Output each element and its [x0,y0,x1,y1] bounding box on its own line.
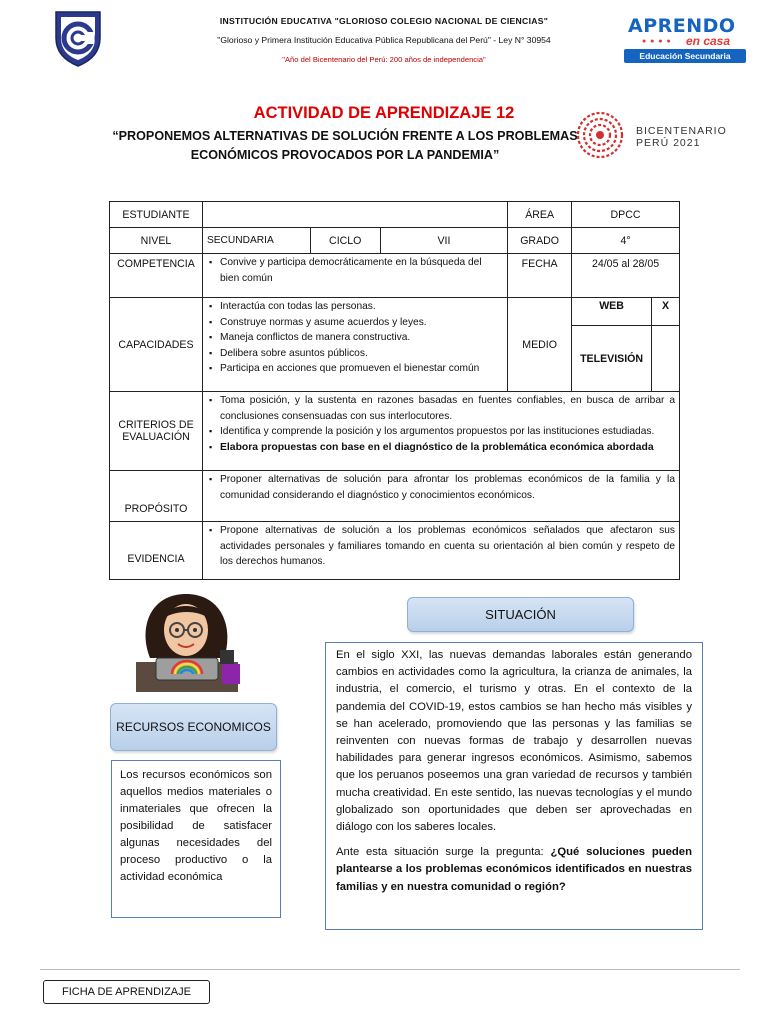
competencia-label: COMPETENCIA [110,254,203,298]
capacidad-item: ▪ Participa en acciones que promueven el bienestar común [220,361,503,377]
aprendo-wordmark: APRENDO [628,15,736,37]
proposito-cell [202,471,679,522]
activity-subtitle: “PROPONEMOS ALTERNATIVAS DE SOLUCIÓN FRENTE A LOS PROBLEMAS ECONÓMICOS PROVOCADOS POR LA PANDEMIA” [112,129,578,162]
question-text: ¿Qué soluciones pueden plantearse a los problemas económicos identificados en nuestras familias y en nuestra comunidad o región? [336,846,692,893]
situacion-header: SITUACIÓN [407,597,634,632]
institution-slogan: "Glorioso y Primera Institución Educativa Pública Republicana del Perú" - Ley N° 30954 [217,35,551,45]
evidencia-item: ▪ Propone alternativas de solución a los problemas económicos señalados que afectaron sus actividades personales y familiares tomando en cuenta su orientación al bien común y respeto de los derechos humanos. [220,523,675,570]
grado-label: GRADO [508,228,572,254]
estudiante-field[interactable] [202,202,507,228]
medio-label: MEDIO [508,298,572,392]
web-label: WEB [572,298,652,326]
criterio-item: ▪ Elabora propuestas con base en el diagnóstico de la problemática económica abordada [220,440,675,456]
capacidades-list [207,299,503,377]
bicentenario-line1: BICENTENARIO [636,125,727,137]
grado-value: 4° [572,228,680,254]
tv-label: TELEVISIÓN [572,326,652,392]
proposito-item: ▪ Proponer alternativas de solución para afrontar los problemas económicos de la familia y la comunidad considerando el diagnóstico y conocimientos económicos. [220,472,675,503]
evidencia-cell [202,522,679,580]
teacher-avatar-illustration [128,588,246,698]
en-casa-wordmark: en casa [686,34,731,48]
competencia-cell [202,254,507,298]
situacion-question-paragraph [336,844,692,896]
tv-checkbox[interactable] [652,326,680,392]
capacidades-label: CAPACIDADES [110,298,203,392]
footer-divider [40,969,740,970]
nivel-value: SECUNDARIA [202,228,310,254]
estudiante-label: ESTUDIANTE [110,202,203,228]
capacidad-item: ▪ Construye normas y asume acuerdos y leyes. [220,315,503,331]
capacidad-item: ▪ Delibera sobre asuntos públicos. [220,346,503,362]
dots-decoration: ● ● ● ● [642,38,672,45]
nivel-label: NIVEL [110,228,203,254]
recursos-text-box: Los recursos económicos son aquellos medios materiales o inmateriales que ofrecen la posibilidad de satisfacer algunas necesidades del proceso productivo o la actividad económica [111,760,281,918]
criterios-cell [202,392,679,471]
ciclo-label: CICLO [310,228,380,254]
capacidad-item: ▪ Interactúa con todas las personas. [220,299,503,315]
situacion-paragraph: En el siglo XXI, las nuevas demandas laborales están generando cambios en actividades como la agricultura, la crianza de animales, la industria, el comercio, el turismo y otras. En el contexto de la pandemia del COVID-19, estos cambios se han hecho más visibles y se han acelerado, promoviendo que las personas y las familias se reinventen con nuevas formas de trabajo y desarrollen nuevas habilidades para generar ingresos económicos. Asimismo, sabemos que los peruanos poseemos una gran variedad de recursos y también mucha creatividad. En este sentido, las nuevas tecnologías y el mundo globalizado son oportunidades que deben ser aprovechadas en diálogo con los saberes locales. [336,649,692,834]
criterio-item: ▪ Toma posición, y la sustenta en razones basadas en fuentes confiables, en busca de arribar a conclusiones consensuadas con sus interlocutores. [220,393,675,424]
secundaria-band: Educación Secundaria [624,49,746,63]
ficha-label: FICHA DE APRENDIZAJE [43,980,210,1004]
bicentenario-line2: PERÚ 2021 [636,137,701,149]
fecha-value: 24/05 al 28/05 [572,254,680,298]
fecha-label: FECHA [508,254,572,298]
web-checkbox[interactable]: X [652,298,680,326]
institution-name: INSTITUCIÓN EDUCATIVA "GLORIOSO COLEGIO NACIONAL DE CIENCIAS" [219,16,549,26]
capacidades-cell [202,298,507,392]
bicentenario-logo [574,110,744,160]
area-value: DPCC [572,202,680,228]
activity-title: ACTIVIDAD DE APRENDIZAJE 12 [253,104,515,122]
criterios-list [207,393,675,455]
area-label: ÁREA [508,202,572,228]
evidencia-label: EVIDENCIA [110,522,203,580]
question-lead: Ante esta situación surge la pregunta: [336,846,551,859]
proposito-label: PROPÓSITO [110,471,203,522]
activity-info-table [109,201,680,580]
recursos-header: RECURSOS ECONOMICOS [110,703,277,751]
situacion-text-box [325,642,703,930]
ciclo-value: VII [380,228,507,254]
capacidad-item: ▪ Maneja conflictos de manera constructiva. [220,330,503,346]
proposito-list [207,472,675,503]
year-motto: "Año del Bicentenario del Perú: 200 años de independencia" [282,55,486,64]
criterio-item: ▪ Identifica y comprende la posición y los argumentos propuestos por las instituciones estudiadas. [220,424,675,440]
criterios-label: CRITERIOS DE EVALUACIÓN [110,392,203,471]
evidencia-list [207,523,675,570]
competencia-item: ▪ Convive y participa democráticamente en la búsqueda del bien común [220,255,503,286]
competencia-list [207,255,503,286]
aprendo-en-casa-logo [624,16,746,68]
